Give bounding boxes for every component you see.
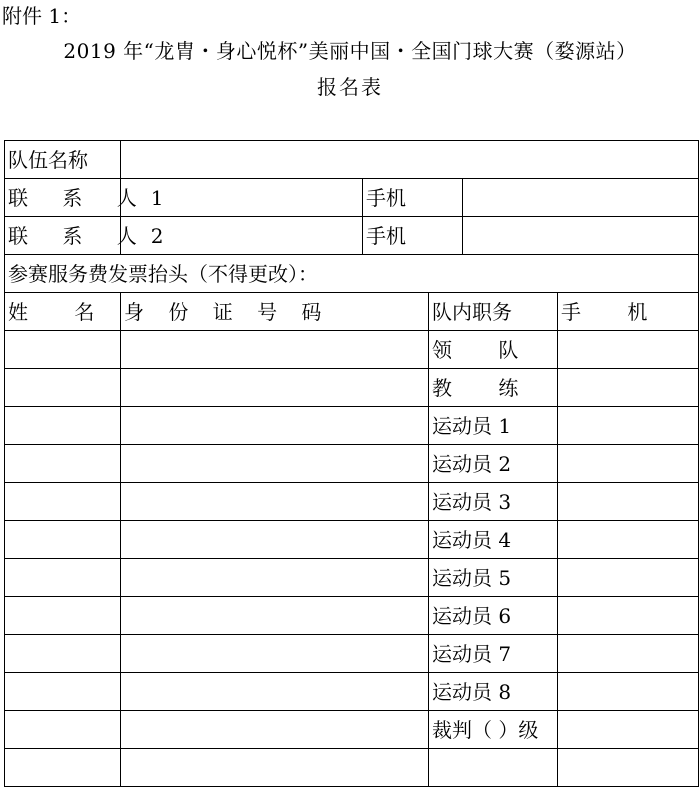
- column-header-name: 姓 名: [5, 293, 121, 331]
- member-role-cell: 领 队: [429, 331, 558, 369]
- member-name-cell[interactable]: [5, 369, 121, 407]
- member-header-row: [5, 293, 699, 331]
- invoice-title-label[interactable]: 参赛服务费发票抬头（不得更改）：: [5, 255, 699, 293]
- table-row: [5, 369, 699, 407]
- member-role-cell: 裁判（ ）级: [429, 711, 558, 749]
- member-name-cell[interactable]: [5, 749, 121, 787]
- table-row: [5, 445, 699, 483]
- member-role-cell: 运动员 2: [429, 445, 558, 483]
- member-role-cell: 运动员 1: [429, 407, 558, 445]
- member-phone-cell[interactable]: [558, 407, 699, 445]
- member-role-cell: 运动员 6: [429, 597, 558, 635]
- member-id-cell[interactable]: [121, 711, 429, 749]
- member-phone-cell[interactable]: [558, 597, 699, 635]
- member-role-cell: 运动员 4: [429, 521, 558, 559]
- table-row: [5, 331, 699, 369]
- table-row: [5, 483, 699, 521]
- member-role-cell: 运动员 8: [429, 673, 558, 711]
- member-phone-cell[interactable]: [558, 711, 699, 749]
- member-name-cell[interactable]: [5, 635, 121, 673]
- contact-1-label: 联 系 人1: [5, 179, 121, 217]
- member-id-cell[interactable]: [121, 673, 429, 711]
- member-phone-cell[interactable]: [558, 369, 699, 407]
- member-name-cell[interactable]: [5, 673, 121, 711]
- member-name-cell[interactable]: [5, 407, 121, 445]
- member-id-cell[interactable]: [121, 369, 429, 407]
- contact-row-1: [5, 179, 699, 217]
- table-row: [5, 521, 699, 559]
- member-id-cell[interactable]: [121, 559, 429, 597]
- member-name-cell[interactable]: [5, 521, 121, 559]
- member-phone-cell[interactable]: [558, 445, 699, 483]
- member-phone-cell[interactable]: [558, 673, 699, 711]
- member-phone-cell[interactable]: [558, 749, 699, 787]
- member-name-cell[interactable]: [5, 597, 121, 635]
- team-name-row: [5, 141, 699, 179]
- member-name-cell[interactable]: [5, 483, 121, 521]
- member-id-cell[interactable]: [121, 521, 429, 559]
- member-id-cell[interactable]: [121, 597, 429, 635]
- member-phone-cell[interactable]: [558, 331, 699, 369]
- member-role-cell: 运动员 7: [429, 635, 558, 673]
- contact-2-label: 联 系 人2: [5, 217, 121, 255]
- table-row: [5, 711, 699, 749]
- member-name-cell[interactable]: [5, 559, 121, 597]
- member-role-cell: 运动员 3: [429, 483, 558, 521]
- column-header-role: 队内职务: [429, 293, 558, 331]
- contact-1-phone-field[interactable]: [463, 179, 699, 217]
- registration-form-table: [4, 140, 699, 787]
- member-phone-cell[interactable]: [558, 559, 699, 597]
- member-id-cell[interactable]: [121, 445, 429, 483]
- attachment-label: 附件 1：: [2, 4, 82, 28]
- table-row: [5, 635, 699, 673]
- table-row: [5, 407, 699, 445]
- page-title: 2019 年“龙胄・身心悦杯”美丽中国・全国门球大赛（婺源站）: [63, 39, 637, 63]
- member-role-cell[interactable]: [429, 749, 558, 787]
- table-row: [5, 559, 699, 597]
- member-id-cell[interactable]: [121, 749, 429, 787]
- member-name-cell[interactable]: [5, 331, 121, 369]
- member-id-cell[interactable]: [121, 483, 429, 521]
- member-phone-cell[interactable]: [558, 521, 699, 559]
- member-id-cell[interactable]: [121, 331, 429, 369]
- contact-1-phone-label: 手机: [363, 179, 463, 217]
- column-header-id-number: 身 份 证 号 码: [121, 293, 429, 331]
- invoice-row: [5, 255, 699, 293]
- table-row: [5, 597, 699, 635]
- team-name-label: 队伍名称: [5, 141, 121, 179]
- table-row: [5, 673, 699, 711]
- table-row: [5, 749, 699, 787]
- member-role-cell: 运动员 5: [429, 559, 558, 597]
- member-phone-cell[interactable]: [558, 635, 699, 673]
- contact-row-2: [5, 217, 699, 255]
- member-name-cell[interactable]: [5, 445, 121, 483]
- member-name-cell[interactable]: [5, 711, 121, 749]
- column-header-phone: 手 机: [558, 293, 699, 331]
- member-id-cell[interactable]: [121, 407, 429, 445]
- contact-2-phone-label: 手机: [363, 217, 463, 255]
- member-id-cell[interactable]: [121, 635, 429, 673]
- page-subtitle: 报名表: [317, 75, 383, 99]
- member-role-cell: 教 练: [429, 369, 558, 407]
- team-name-field[interactable]: [121, 141, 699, 179]
- contact-2-phone-field[interactable]: [463, 217, 699, 255]
- member-phone-cell[interactable]: [558, 483, 699, 521]
